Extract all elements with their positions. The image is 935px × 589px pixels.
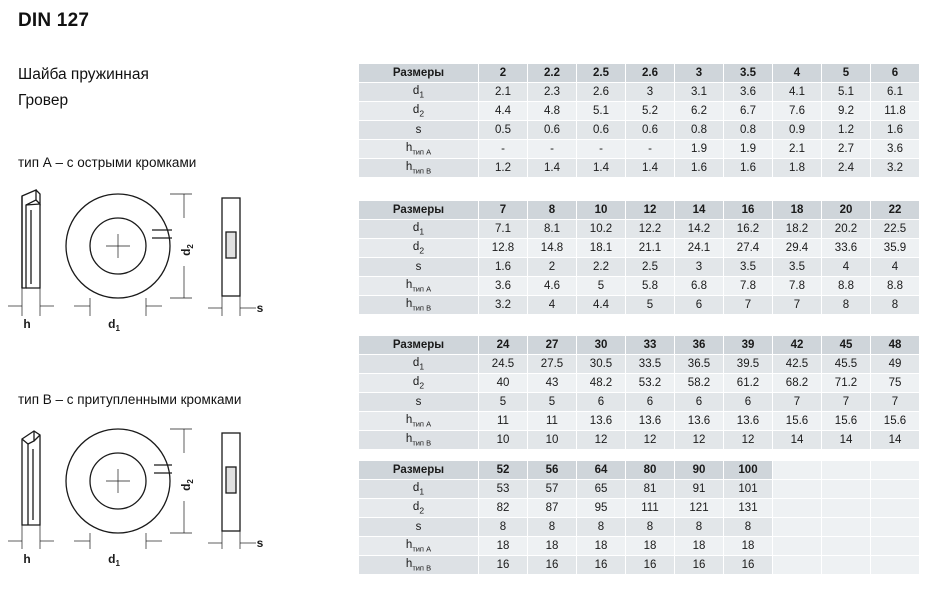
row-label-s: s	[359, 121, 479, 140]
value-cell: 3.2	[479, 296, 528, 315]
empty-cell	[773, 556, 822, 575]
size-cell: 3.5	[724, 64, 773, 83]
value-cell: 18	[675, 537, 724, 556]
value-cell: 7.8	[773, 277, 822, 296]
value-cell: 5.2	[626, 102, 675, 121]
value-cell: 6.8	[675, 277, 724, 296]
value-cell: 15.6	[822, 412, 871, 431]
value-cell: 49	[871, 355, 920, 374]
value-cell: 6.1	[871, 83, 920, 102]
row-label-sizes: Размеры	[359, 64, 479, 83]
size-cell: 52	[479, 461, 528, 480]
value-cell: 4.4	[479, 102, 528, 121]
type-a-label: тип А – с острыми кромками	[18, 155, 197, 170]
value-cell: 6	[724, 393, 773, 412]
value-cell: 87	[528, 499, 577, 518]
value-cell: 29.4	[773, 239, 822, 258]
value-cell: 1.6	[675, 159, 724, 178]
page-title: DIN 127	[18, 10, 90, 31]
row-label-d1: $d_1$	[359, 220, 479, 239]
row-label-sizes: Размеры	[359, 201, 479, 220]
size-cell: 36	[675, 336, 724, 355]
value-cell: 7	[822, 393, 871, 412]
value-cell: 24.1	[675, 239, 724, 258]
value-cell: 1.6	[724, 159, 773, 178]
value-cell: 24.5	[479, 355, 528, 374]
value-cell: 4.4	[577, 296, 626, 315]
value-cell: 1.9	[724, 140, 773, 159]
value-cell: -	[479, 140, 528, 159]
value-cell: 101	[724, 480, 773, 499]
size-cell: 8	[528, 201, 577, 220]
value-cell: 13.6	[626, 412, 675, 431]
subtitle-line-1: Шайба пружинная	[18, 66, 149, 83]
value-cell: 12.2	[626, 220, 675, 239]
table-row	[359, 64, 920, 83]
value-cell: 5	[528, 393, 577, 412]
value-cell: 12.8	[479, 239, 528, 258]
value-cell: 9.2	[822, 102, 871, 121]
value-cell: 71.2	[822, 374, 871, 393]
value-cell: 3.1	[675, 83, 724, 102]
size-cell: 56	[528, 461, 577, 480]
value-cell: 16	[626, 556, 675, 575]
size-cell: 39	[724, 336, 773, 355]
empty-cell	[871, 480, 920, 499]
value-cell: 10	[479, 431, 528, 450]
value-cell: 8	[871, 296, 920, 315]
table-row	[359, 83, 920, 102]
row-label-h-type-b: $h_{тип В}$	[359, 296, 479, 315]
value-cell: -	[577, 140, 626, 159]
table-row	[359, 239, 920, 258]
size-cell: 6	[871, 64, 920, 83]
value-cell: 1.2	[822, 121, 871, 140]
table-row	[359, 412, 920, 431]
value-cell: 6	[675, 393, 724, 412]
value-cell: 3.2	[871, 159, 920, 178]
value-cell: 0.8	[724, 121, 773, 140]
value-cell: 8	[675, 518, 724, 537]
type-b-label: тип В – с притупленными кромками	[18, 392, 242, 407]
value-cell: 27.5	[528, 355, 577, 374]
table-row	[359, 374, 920, 393]
dimension-table-3	[358, 335, 920, 450]
value-cell: -	[528, 140, 577, 159]
size-cell: 90	[675, 461, 724, 480]
value-cell: 1.8	[773, 159, 822, 178]
dim-d2-label-a: $d_2$	[179, 244, 195, 256]
value-cell: 12	[577, 431, 626, 450]
size-cell: 33	[626, 336, 675, 355]
table-row	[359, 480, 920, 499]
table-row	[359, 355, 920, 374]
table-row	[359, 277, 920, 296]
empty-cell	[822, 461, 871, 480]
dim-h-label-b: h	[23, 552, 31, 566]
value-cell: 8	[724, 518, 773, 537]
size-cell: 10	[577, 201, 626, 220]
size-cell: 64	[577, 461, 626, 480]
value-cell: 8.8	[871, 277, 920, 296]
empty-cell	[822, 480, 871, 499]
value-cell: 4.8	[528, 102, 577, 121]
empty-cell	[822, 518, 871, 537]
value-cell: 68.2	[773, 374, 822, 393]
dim-d2-label-b: $d_2$	[179, 479, 195, 491]
value-cell: 8	[822, 296, 871, 315]
row-label-d1: $d_1$	[359, 83, 479, 102]
size-cell: 16	[724, 201, 773, 220]
size-cell: 42	[773, 336, 822, 355]
value-cell: 14.8	[528, 239, 577, 258]
value-cell: 7.6	[773, 102, 822, 121]
value-cell: 121	[675, 499, 724, 518]
table-row	[359, 296, 920, 315]
value-cell: 14	[773, 431, 822, 450]
value-cell: 15.6	[871, 412, 920, 431]
row-label-d2: $d_2$	[359, 239, 479, 258]
value-cell: 14	[871, 431, 920, 450]
value-cell: 16	[577, 556, 626, 575]
value-cell: 58.2	[675, 374, 724, 393]
size-cell: 14	[675, 201, 724, 220]
row-label-d1: $d_1$	[359, 480, 479, 499]
empty-cell	[773, 461, 822, 480]
value-cell: 8.1	[528, 220, 577, 239]
left-column	[0, 0, 345, 589]
value-cell: 0.6	[528, 121, 577, 140]
value-cell: -	[626, 140, 675, 159]
size-cell: 20	[822, 201, 871, 220]
table-row	[359, 461, 920, 480]
value-cell: 1.2	[479, 159, 528, 178]
table-row	[359, 393, 920, 412]
value-cell: 18	[724, 537, 773, 556]
value-cell: 2.5	[626, 258, 675, 277]
value-cell: 111	[626, 499, 675, 518]
value-cell: 2.7	[822, 140, 871, 159]
empty-cell	[773, 480, 822, 499]
value-cell: 18	[479, 537, 528, 556]
value-cell: 81	[626, 480, 675, 499]
dimension-table-1	[358, 63, 920, 178]
empty-cell	[871, 461, 920, 480]
empty-cell	[871, 499, 920, 518]
row-label-d1: $d_1$	[359, 355, 479, 374]
value-cell: 0.9	[773, 121, 822, 140]
row-label-d2: $d_2$	[359, 499, 479, 518]
row-label-h-type-b: $h_{тип В}$	[359, 431, 479, 450]
size-cell: 2.5	[577, 64, 626, 83]
value-cell: 13.6	[724, 412, 773, 431]
empty-cell	[822, 499, 871, 518]
row-label-h-type-a: $h_{тип А}$	[359, 537, 479, 556]
value-cell: 1.4	[626, 159, 675, 178]
row-label-s: s	[359, 518, 479, 537]
value-cell: 7.1	[479, 220, 528, 239]
size-cell: 18	[773, 201, 822, 220]
value-cell: 5.8	[626, 277, 675, 296]
value-cell: 2.1	[773, 140, 822, 159]
value-cell: 20.2	[822, 220, 871, 239]
value-cell: 18.1	[577, 239, 626, 258]
value-cell: 1.4	[577, 159, 626, 178]
size-cell: 100	[724, 461, 773, 480]
empty-cell	[773, 537, 822, 556]
value-cell: 10.2	[577, 220, 626, 239]
value-cell: 8	[479, 518, 528, 537]
value-cell: 18.2	[773, 220, 822, 239]
value-cell: 16	[479, 556, 528, 575]
value-cell: 48.2	[577, 374, 626, 393]
dimension-table-4	[358, 460, 920, 575]
size-cell: 22	[871, 201, 920, 220]
table-row	[359, 431, 920, 450]
value-cell: 18	[577, 537, 626, 556]
empty-cell	[871, 518, 920, 537]
size-cell: 5	[822, 64, 871, 83]
value-cell: 7.8	[724, 277, 773, 296]
value-cell: 33.6	[822, 239, 871, 258]
value-cell: 8	[577, 518, 626, 537]
value-cell: 7	[773, 296, 822, 315]
value-cell: 14.2	[675, 220, 724, 239]
value-cell: 39.5	[724, 355, 773, 374]
table-row	[359, 556, 920, 575]
value-cell: 12	[626, 431, 675, 450]
value-cell: 0.8	[675, 121, 724, 140]
value-cell: 0.6	[577, 121, 626, 140]
value-cell: 11	[528, 412, 577, 431]
value-cell: 15.6	[773, 412, 822, 431]
value-cell: 3	[675, 258, 724, 277]
value-cell: 45.5	[822, 355, 871, 374]
value-cell: 4	[528, 296, 577, 315]
size-cell: 12	[626, 201, 675, 220]
table-row	[359, 258, 920, 277]
table-row	[359, 140, 920, 159]
value-cell: 42.5	[773, 355, 822, 374]
empty-cell	[871, 537, 920, 556]
value-cell: 3.6	[871, 140, 920, 159]
product-subtitle	[18, 62, 318, 114]
value-cell: 4	[822, 258, 871, 277]
size-cell: 2.6	[626, 64, 675, 83]
size-cell: 7	[479, 201, 528, 220]
value-cell: 7	[871, 393, 920, 412]
value-cell: 91	[675, 480, 724, 499]
value-cell: 4.6	[528, 277, 577, 296]
value-cell: 0.6	[626, 121, 675, 140]
value-cell: 3.5	[773, 258, 822, 277]
value-cell: 27.4	[724, 239, 773, 258]
row-label-sizes: Размеры	[359, 336, 479, 355]
value-cell: 0.5	[479, 121, 528, 140]
value-cell: 2.4	[822, 159, 871, 178]
value-cell: 16.2	[724, 220, 773, 239]
value-cell: 35.9	[871, 239, 920, 258]
value-cell: 18	[626, 537, 675, 556]
value-cell: 4	[871, 258, 920, 277]
value-cell: 3.6	[724, 83, 773, 102]
dim-d1-label-a: $d_1$	[108, 317, 120, 333]
size-cell: 30	[577, 336, 626, 355]
value-cell: 11.8	[871, 102, 920, 121]
value-cell: 5	[479, 393, 528, 412]
size-cell: 48	[871, 336, 920, 355]
value-cell: 21.1	[626, 239, 675, 258]
row-label-d2: $d_2$	[359, 102, 479, 121]
size-cell: 45	[822, 336, 871, 355]
row-label-h-type-b: $h_{тип В}$	[359, 556, 479, 575]
value-cell: 1.9	[675, 140, 724, 159]
value-cell: 2	[528, 258, 577, 277]
value-cell: 11	[479, 412, 528, 431]
row-label-s: s	[359, 258, 479, 277]
row-label-h-type-b: $h_{тип В}$	[359, 159, 479, 178]
value-cell: 6	[577, 393, 626, 412]
value-cell: 2.6	[577, 83, 626, 102]
size-cell: 24	[479, 336, 528, 355]
value-cell: 33.5	[626, 355, 675, 374]
row-label-h-type-a: $h_{тип А}$	[359, 140, 479, 159]
value-cell: 13.6	[675, 412, 724, 431]
value-cell: 65	[577, 480, 626, 499]
dim-s-label-a: s	[256, 301, 264, 315]
value-cell: 6.2	[675, 102, 724, 121]
empty-cell	[773, 518, 822, 537]
value-cell: 43	[528, 374, 577, 393]
value-cell: 6	[675, 296, 724, 315]
table-row	[359, 336, 920, 355]
table-row	[359, 121, 920, 140]
value-cell: 36.5	[675, 355, 724, 374]
empty-cell	[773, 499, 822, 518]
value-cell: 2.2	[577, 258, 626, 277]
value-cell: 1.4	[528, 159, 577, 178]
table-row	[359, 499, 920, 518]
size-cell: 4	[773, 64, 822, 83]
value-cell: 3.5	[724, 258, 773, 277]
value-cell: 2.1	[479, 83, 528, 102]
value-cell: 5	[577, 277, 626, 296]
empty-cell	[822, 537, 871, 556]
value-cell: 8	[626, 518, 675, 537]
table-row	[359, 159, 920, 178]
value-cell: 1.6	[479, 258, 528, 277]
value-cell: 40	[479, 374, 528, 393]
dim-s-label-b: s	[256, 536, 264, 550]
value-cell: 12	[675, 431, 724, 450]
table-row	[359, 537, 920, 556]
value-cell: 4.1	[773, 83, 822, 102]
table-row	[359, 102, 920, 121]
size-cell: 3	[675, 64, 724, 83]
value-cell: 131	[724, 499, 773, 518]
value-cell: 3	[626, 83, 675, 102]
empty-cell	[822, 556, 871, 575]
empty-cell	[871, 556, 920, 575]
dimension-table-2	[358, 200, 920, 315]
size-cell: 2	[479, 64, 528, 83]
value-cell: 18	[528, 537, 577, 556]
value-cell: 75	[871, 374, 920, 393]
value-cell: 12	[724, 431, 773, 450]
table-row	[359, 201, 920, 220]
value-cell: 7	[724, 296, 773, 315]
value-cell: 57	[528, 480, 577, 499]
row-label-sizes: Размеры	[359, 461, 479, 480]
value-cell: 16	[528, 556, 577, 575]
size-cell: 2.2	[528, 64, 577, 83]
value-cell: 13.6	[577, 412, 626, 431]
value-cell: 53.2	[626, 374, 675, 393]
value-cell: 7	[773, 393, 822, 412]
value-cell: 6	[626, 393, 675, 412]
value-cell: 22.5	[871, 220, 920, 239]
value-cell: 61.2	[724, 374, 773, 393]
dim-h-label-a: h	[23, 317, 31, 331]
dim-d1-label-b: $d_1$	[108, 552, 120, 568]
value-cell: 14	[822, 431, 871, 450]
row-label-h-type-a: $h_{тип А}$	[359, 277, 479, 296]
table-row	[359, 518, 920, 537]
value-cell: 5	[626, 296, 675, 315]
value-cell: 82	[479, 499, 528, 518]
row-label-h-type-a: $h_{тип А}$	[359, 412, 479, 431]
spring-washer-type-a-drawing	[0, 188, 345, 368]
value-cell: 5.1	[822, 83, 871, 102]
value-cell: 8	[528, 518, 577, 537]
value-cell: 2.3	[528, 83, 577, 102]
row-label-s: s	[359, 393, 479, 412]
row-label-d2: $d_2$	[359, 374, 479, 393]
size-cell: 27	[528, 336, 577, 355]
spring-washer-type-b-drawing	[0, 425, 345, 585]
value-cell: 6.7	[724, 102, 773, 121]
table-row	[359, 220, 920, 239]
value-cell: 1.6	[871, 121, 920, 140]
value-cell: 5.1	[577, 102, 626, 121]
value-cell: 53	[479, 480, 528, 499]
value-cell: 8.8	[822, 277, 871, 296]
value-cell: 3.6	[479, 277, 528, 296]
size-cell: 80	[626, 461, 675, 480]
subtitle-line-2: Гровер	[18, 92, 69, 109]
value-cell: 30.5	[577, 355, 626, 374]
value-cell: 16	[724, 556, 773, 575]
value-cell: 95	[577, 499, 626, 518]
value-cell: 10	[528, 431, 577, 450]
value-cell: 16	[675, 556, 724, 575]
